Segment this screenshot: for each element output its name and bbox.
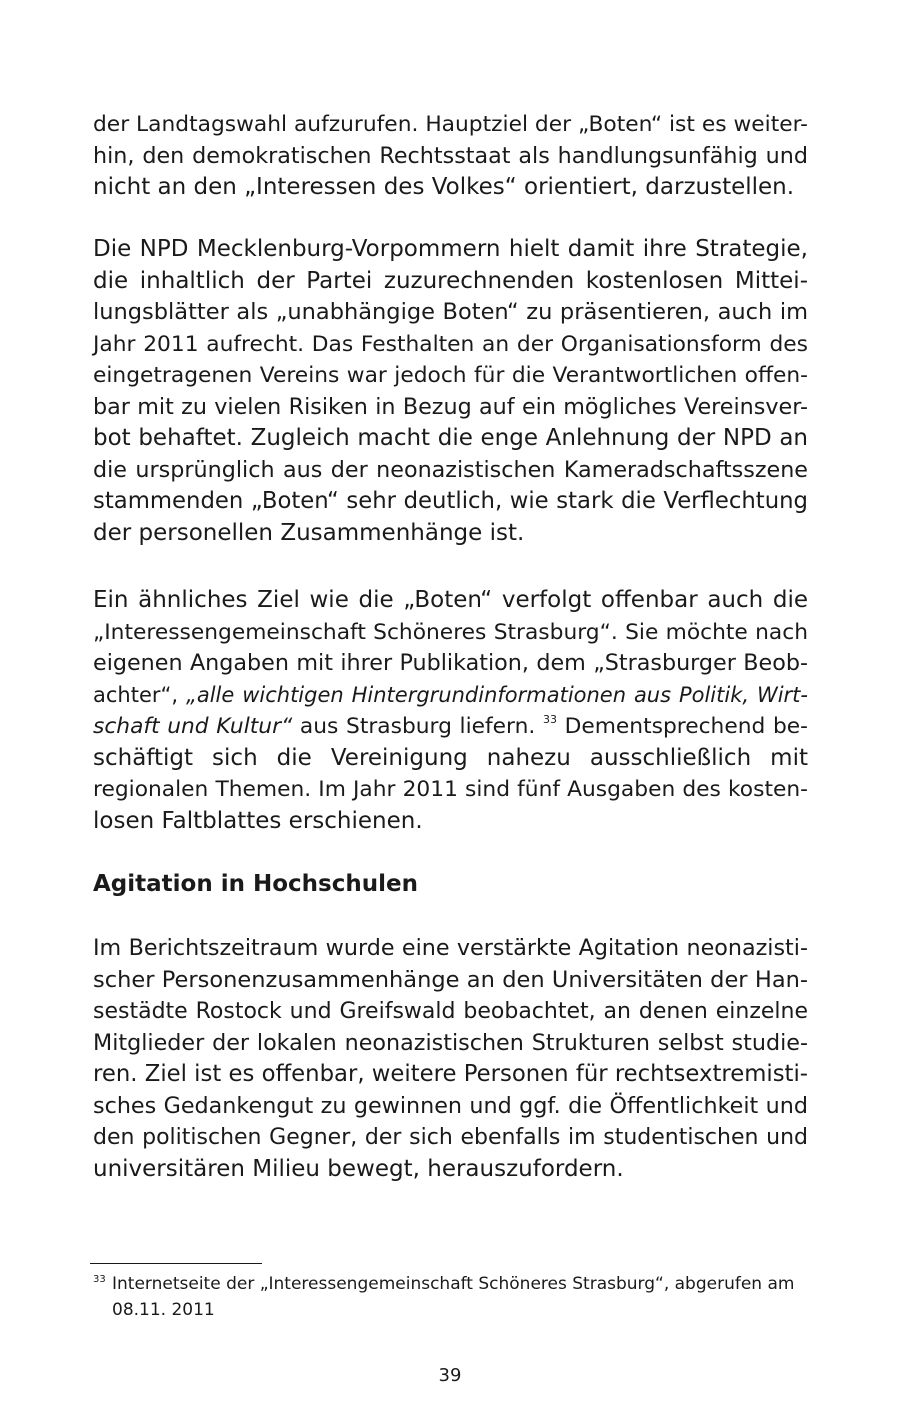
paragraph-line: schäftigt sich die Vereinigung nahezu ausschließlich mit xyxy=(93,744,808,771)
paragraph-line: ren. Ziel ist es offenbar, weitere Personen für rechtsextremisti- xyxy=(93,1061,808,1087)
paragraph-line: der Landtagswahl aufzurufen. Hauptziel der „Boten“ ist es weiter- xyxy=(93,112,808,137)
paragraph-line xyxy=(93,711,808,743)
plain-text: achter“, xyxy=(93,682,186,707)
paragraph-line: sestädte Rostock und Greifswald beobachtet, an denen einzelne xyxy=(93,999,808,1024)
paragraph-line: eigenen Angaben mit ihrer Publikation, dem „Strasburger Beob- xyxy=(93,650,808,676)
paragraph-line: scher Personenzusammenhänge an den Universitäten der Han- xyxy=(93,966,808,993)
paragraph-2 xyxy=(93,234,808,549)
paragraph-line xyxy=(93,680,808,712)
paragraph-line: bot behaftet. Zugleich macht die enge Anlehnung der NPD an xyxy=(93,425,808,451)
paragraph-line: eingetragenen Vereins war jedoch für die Verantwortlichen offen- xyxy=(93,363,808,388)
paragraph-line: losen Faltblattes erschienen. xyxy=(93,807,423,834)
paragraph-line: universitären Milieu bewegt, herauszufordern. xyxy=(93,1155,624,1182)
paragraph-line: der personellen Zusammenhänge ist. xyxy=(93,519,525,546)
paragraph-line: Im Berichtszeitraum wurde eine verstärkte Agitation neonazisti- xyxy=(93,935,808,961)
plain-text: Dementsprechend be- xyxy=(556,714,808,739)
paragraph-line: Mitglieder der lokalen neonazistischen Strukturen selbst studie- xyxy=(93,1029,808,1056)
paragraph-line: lungsblätter als „unabhängige Boten“ zu präsentieren, auch im xyxy=(93,299,808,325)
italic-quote: „alle wichtigen Hintergrundinformationen aus Politik, Wirt- xyxy=(185,682,808,707)
paragraph-line: sches Gedankengut zu gewinnen und ggf. die Öffentlichkeit und xyxy=(93,1092,808,1119)
paragraph-line: die ursprünglich aus der neonazistischen Kameradschaftsszene xyxy=(93,456,808,483)
page-number: 39 xyxy=(438,1365,462,1386)
paragraph-4 xyxy=(93,933,808,1185)
paragraph-line: stammenden „Boten“ sehr deutlich, wie stark die Verflechtung xyxy=(93,488,808,514)
paragraph-line: hin, den demokratischen Rechtsstaat als handlungsunfähig und xyxy=(93,142,808,169)
footnote-divider xyxy=(90,1263,262,1264)
section-heading: Agitation in Hochschulen xyxy=(93,871,418,897)
paragraph-line: die inhaltlich der Partei zuzurechnenden kostenlosen Mittei- xyxy=(93,267,808,294)
paragraph-line: Die NPD Mecklenburg-Vorpommern hielt damit ihre Strategie, xyxy=(93,236,808,262)
paragraph-line: regionalen Themen. Im Jahr 2011 sind fünf Ausgaben des kosten- xyxy=(93,777,808,802)
paragraph-line: Ein ähnliches Ziel wie die „Boten“ verfolgt offenbar auch die xyxy=(93,587,808,613)
paragraph-line: nicht an den „Interessen des Volkes“ orientiert, darzustellen. xyxy=(93,174,795,200)
paragraph-line: Jahr 2011 aufrecht. Das Festhalten an der Organisationsform des xyxy=(93,331,808,357)
paragraph-line: den politischen Gegner, der sich ebenfalls im studentischen und xyxy=(93,1125,808,1150)
paragraph-line: „Interessengemeinschaft Schöneres Strasburg“. Sie möchte nach xyxy=(93,619,808,645)
footnote-line: 08.11. 2011 xyxy=(112,1300,215,1320)
paragraph-1 xyxy=(93,109,808,204)
footnote-reference[interactable]: 33 xyxy=(542,713,557,726)
footnote-line: Internetseite der „Interessengemeinschaft Schöneres Strasburg“, abgerufen am xyxy=(112,1274,795,1294)
footnote-number: 33 xyxy=(93,1274,106,1285)
paragraph-line: bar mit zu vielen Risiken in Bezug auf ein mögliches Vereinsver- xyxy=(93,393,808,420)
footnote-text xyxy=(112,1271,808,1323)
plain-text: aus Strasburg liefern. xyxy=(292,714,543,739)
paragraph-3 xyxy=(93,585,808,837)
italic-quote: schaft und Kultur“ xyxy=(93,714,293,739)
footnote xyxy=(93,1271,808,1323)
